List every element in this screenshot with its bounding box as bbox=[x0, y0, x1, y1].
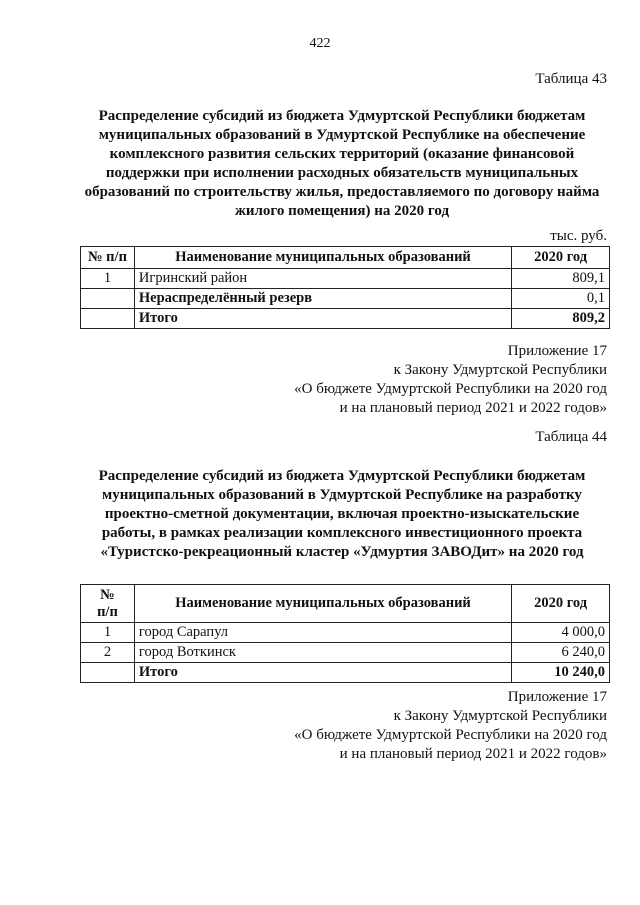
appendix-block bbox=[294, 342, 607, 418]
appendix-line-4: и на плановый период 2021 и 2022 годов» bbox=[339, 400, 607, 416]
table-43-unit: тыс. руб. bbox=[550, 228, 607, 244]
header-num bbox=[81, 585, 135, 623]
appendix-line-1: Приложение 17 bbox=[507, 689, 607, 705]
row-name: Нераспределённый резерв bbox=[134, 289, 511, 309]
header-year: 2020 год bbox=[512, 585, 610, 623]
header-name: Наименование муниципальных образований bbox=[134, 585, 511, 623]
header-year: 2020 год bbox=[512, 247, 610, 269]
row-num bbox=[81, 289, 135, 309]
appendix-line-2: к Закону Удмуртской Республики bbox=[393, 708, 607, 724]
row-value: 4 000,0 bbox=[512, 623, 610, 643]
appendix-line-3: «О бюджете Удмуртской Республики на 2020 год bbox=[294, 381, 607, 397]
row-num: 1 bbox=[81, 623, 135, 643]
header-num-line-1: № bbox=[100, 586, 115, 603]
table-total-row bbox=[81, 663, 610, 683]
header-name: Наименование муниципальных образований bbox=[134, 247, 511, 269]
row-num: 1 bbox=[81, 269, 135, 289]
appendix-line-2: к Закону Удмуртской Республики bbox=[393, 362, 607, 378]
table-43-title: Распределение субсидий из бюджета Удмуртской Республики бюджетам муниципальных образований в Удмуртской Республике на обеспечение комплексного развития сельских территорий (оказание финансовой поддержки при исполнении расходных обязательств муниципальных образований по строительству жилья, предоставляемого по договору найма жилого помещения) на 2020 год bbox=[84, 108, 600, 219]
total-num bbox=[81, 663, 135, 683]
table-header-row bbox=[81, 585, 610, 623]
page-number: 422 bbox=[309, 36, 331, 51]
row-value: 6 240,0 bbox=[512, 643, 610, 663]
table-43-label: Таблица 43 bbox=[535, 71, 607, 87]
total-value: 10 240,0 bbox=[512, 663, 610, 683]
table-43 bbox=[80, 246, 610, 329]
appendix-line-4: и на плановый период 2021 и 2022 годов» bbox=[339, 746, 607, 762]
row-name: Игринский район bbox=[134, 269, 511, 289]
table-total-row bbox=[81, 309, 610, 329]
table-44-label: Таблица 44 bbox=[535, 429, 607, 445]
row-name: город Воткинск bbox=[134, 643, 511, 663]
total-value: 809,2 bbox=[512, 309, 610, 329]
table-header-row bbox=[81, 247, 610, 269]
header-num: № п/п bbox=[81, 247, 135, 269]
appendix-block bbox=[294, 688, 607, 764]
row-num: 2 bbox=[81, 643, 135, 663]
table-row bbox=[81, 643, 610, 663]
total-num bbox=[81, 309, 135, 329]
total-name: Итого bbox=[134, 663, 511, 683]
header-num-line-2: п/п bbox=[97, 603, 118, 620]
table-44-title: Распределение субсидий из бюджета Удмуртской Республики бюджетам муниципальных образований в Удмуртской Республике на разработку проектно-сметной документации, включая проектно-изыскательские работы, в рамках реализации комплексного инвестиционного проекта «Туристско-рекреационный кластер «Удмуртия ЗАВОДит» на 2020 год bbox=[98, 468, 586, 560]
row-value: 809,1 bbox=[512, 269, 610, 289]
table-row bbox=[81, 289, 610, 309]
appendix-line-1: Приложение 17 bbox=[507, 343, 607, 359]
row-name: город Сарапул bbox=[134, 623, 511, 643]
table-row bbox=[81, 623, 610, 643]
row-value: 0,1 bbox=[512, 289, 610, 309]
appendix-line-3: «О бюджете Удмуртской Республики на 2020 год bbox=[294, 727, 607, 743]
total-name: Итого bbox=[134, 309, 511, 329]
table-row bbox=[81, 269, 610, 289]
table-44 bbox=[80, 584, 610, 683]
